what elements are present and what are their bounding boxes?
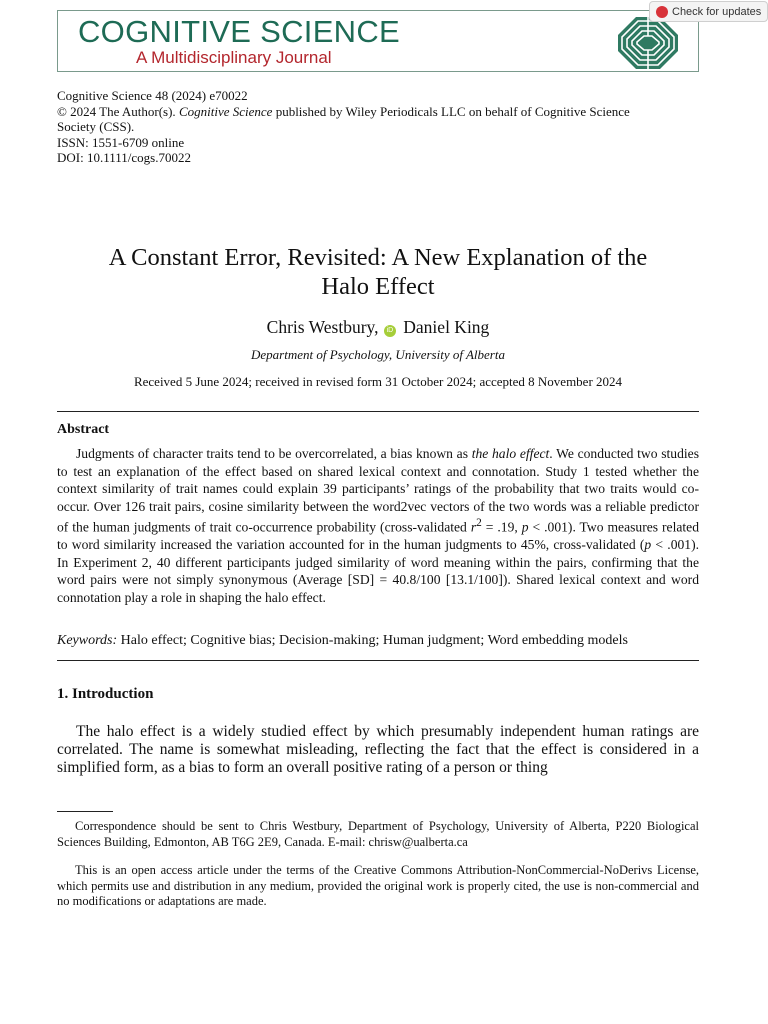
author-list [57,317,699,338]
keywords-list: Halo effect; Cognitive bias; Decision-making; Human judgment; Word embedding models [120,633,628,648]
citation: Cognitive Science 48 (2024) e70022 [57,88,248,103]
keywords-label: Keywords: [57,633,118,648]
issn: ISSN: 1551-6709 online [57,134,185,150]
check-for-updates-label: Check for updates [672,5,762,18]
footnote-correspondence: Correspondence should be sent to Chris Westbury, Department of Psychology, University of Alberta, P220 Biological Sciences Building, Edmonton, AB T6G 2E9, Canada. E-mail: chrisw@ualberta.ca [57,819,699,849]
author-westbury[interactable]: Chris Westbury, [266,317,379,337]
article-title: A Constant Error, Revisited: A New Explanation of the Halo Effect [108,244,648,300]
journal-banner [57,10,699,72]
keywords [57,633,699,649]
abstract-heading: Abstract [57,422,110,437]
check-for-updates-button[interactable] [649,1,768,22]
footnote-license: This is an open access article under the terms of the Creative Commons Attribution-NonCommercial-NoDerivs License, which permits use and distribution in any medium, provided the original work is properly cited, the use is non-commercial and no modifications or adaptations are made. [57,863,699,908]
abstract-bottom-rule [57,660,699,661]
labyrinth-logo-icon [616,15,680,71]
affiliation: Department of Psychology, University of Alberta [251,347,505,362]
copyright-line-2: Society (CSS). [57,119,135,134]
section-heading-introduction: 1. Introduction [57,686,154,702]
copyright-line: © 2024 The Author(s). Cognitive Science published by Wiley Periodicals LLC on behalf of Cognitive Science [57,103,630,119]
footnote-rule [57,811,113,812]
introduction-text: The halo effect is a widely studied effect by which presumably independent human ratings are correlated. The name is somewhat misleading, reflecting the fact that the effect is considered in a simplified form, as a bias to form an overall positive rating of a person or thing [57,723,699,776]
journal-subtitle: A Multidisciplinary Journal [136,48,332,67]
update-badge-icon [656,6,668,18]
journal-name: COGNITIVE SCIENCE [78,14,401,49]
article-metadata [57,88,702,166]
doi-link[interactable]: DOI: 10.1111/cogs.70022 [57,150,191,165]
abstract-text: Judgments of character traits tend to be overcorrelated, a bias known as the halo effect. We conducted two studies to test an explanation of the effect based on shared lexical context and connotation. Study 1 tested whether the context similarity of trait names could explain 39 participants’ ratings of the probability that two traits would co-occur. Over 126 trait pairs, cosine similarity between the word2vec vectors of the two words was a reliable predictor of the human judgments of trait co-occurrence probability (cross-validated $r^2 = .19$, p < .001). Two measures related to word similarity increased the variation accounted for in the human judgments to 45%, cross-validated (p < .001). In Experiment 2, 40 different participants judged similarity of word meaning within the pairs, confirming that the word pairs were not simply synonymous (Average [SD] = 40.8/100 [13.1/100]). Shared lexical context and word connotation play a role in shaping the halo effect. [57,446,700,605]
copyright-journal: Cognitive Science [178,103,273,119]
orcid-icon[interactable]: iD [384,325,396,337]
abstract-top-rule [57,411,699,412]
article-dates: Received 5 June 2024; received in revised form 31 October 2024; accepted 8 November 2024 [133,374,623,389]
author-king[interactable]: Daniel King [403,317,490,337]
